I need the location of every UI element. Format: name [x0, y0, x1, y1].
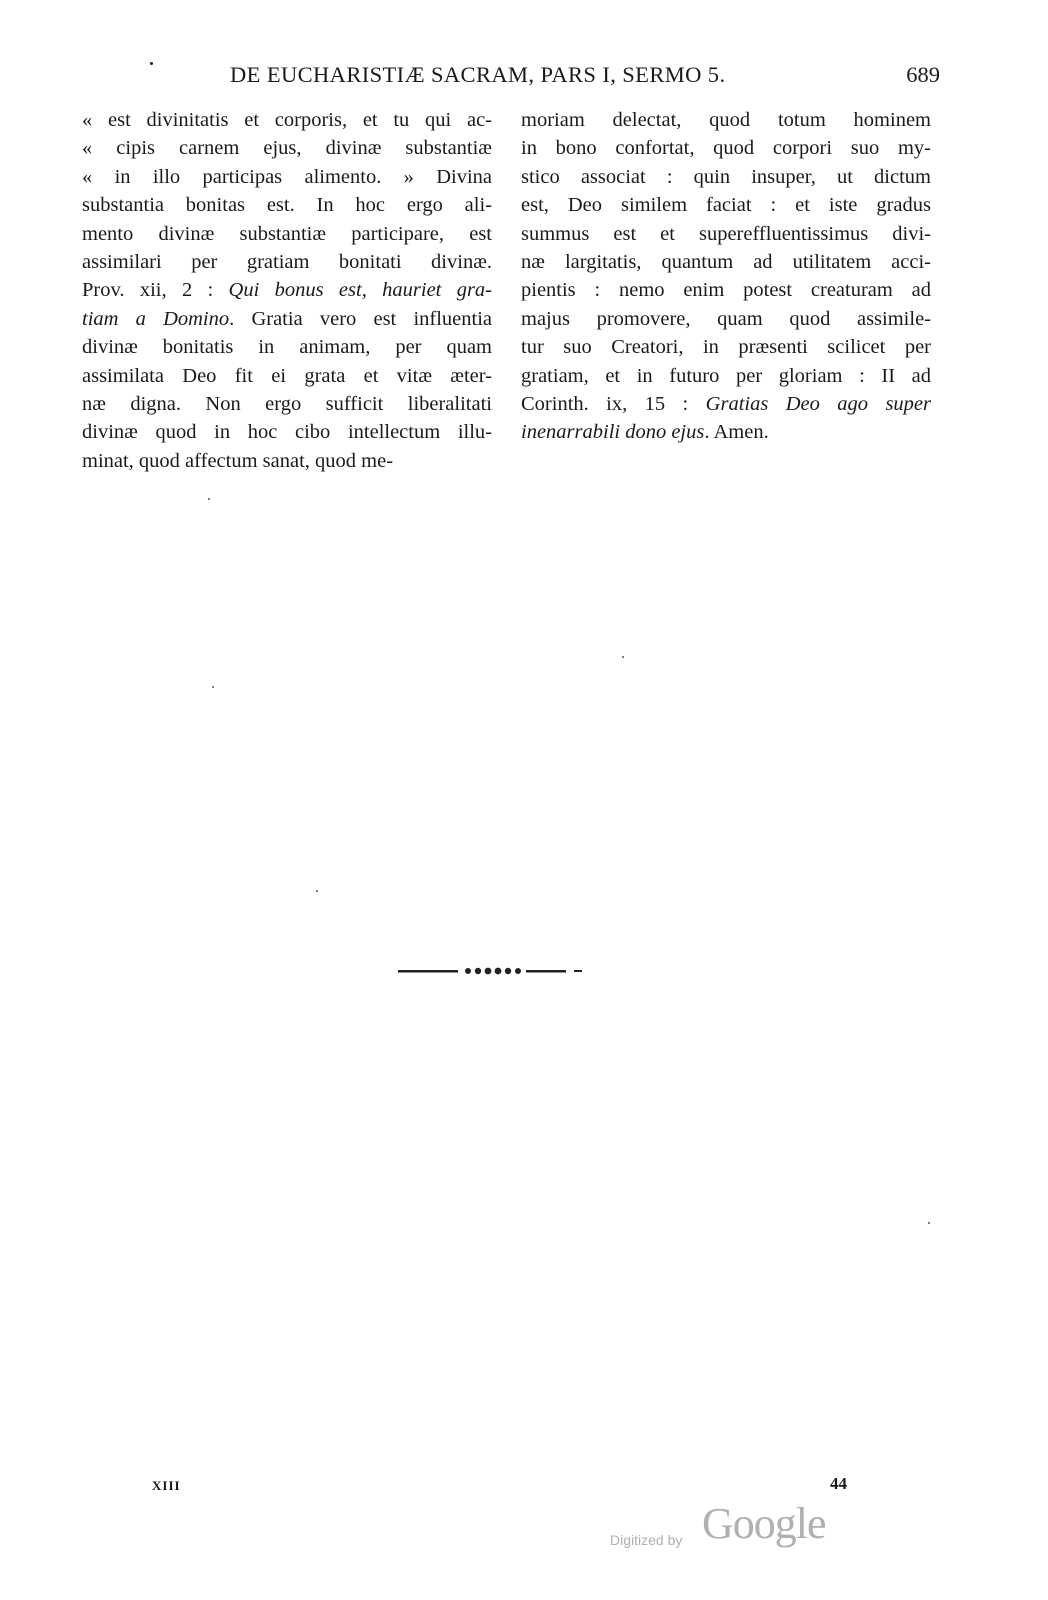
- text-line: [82, 390, 492, 418]
- text-line: [521, 390, 931, 418]
- text-segment: « in illo participas alimento. » Divina: [82, 165, 492, 188]
- text-line: [82, 305, 492, 333]
- text-segment: . Amen.: [704, 421, 769, 444]
- text-segment: stico associat : quin insuper, ut dictum: [521, 165, 931, 188]
- text-segment: majus promovere, quam quod assimile-: [521, 307, 931, 330]
- text-line: [82, 220, 492, 248]
- text-segment: est, Deo similem faciat : et iste gradus: [521, 194, 931, 217]
- text-segment: divinæ bonitatis in animam, per quam: [82, 336, 492, 359]
- text-segment: gratiam, et in futuro per gloriam : II ad: [521, 364, 931, 387]
- google-wordmark: Google: [702, 1499, 826, 1548]
- text-segment: næ largitatis, quantum ad utilitatem acci-: [521, 250, 931, 273]
- text-line: [82, 333, 492, 361]
- text-segment: divinæ quod in hoc cibo intellectum illu-: [82, 421, 492, 444]
- left-text-column: [82, 106, 492, 475]
- text-segment: summus est et supereffluentissimus divi-: [521, 222, 931, 245]
- text-segment: « cipis carnem ejus, divinæ substantiæ: [82, 137, 492, 160]
- print-speck: [928, 1222, 930, 1224]
- page-number: 689: [906, 62, 940, 87]
- text-line: [521, 248, 931, 276]
- text-line: [521, 305, 931, 333]
- italic-text-segment: tiam a Domino: [82, 307, 230, 330]
- text-line: [82, 191, 492, 219]
- print-speck: [622, 656, 624, 658]
- print-speck: [212, 686, 214, 688]
- section-ornament: [398, 964, 584, 978]
- page-header: [150, 56, 940, 96]
- text-line: [521, 163, 931, 191]
- text-segment: substantia bonitas est. In hoc ergo ali-: [82, 194, 492, 217]
- digitized-by-text: Digitized by: [610, 1532, 683, 1548]
- text-line: [521, 362, 931, 390]
- text-segment: in bono confortat, quod corpori suo my-: [521, 137, 931, 160]
- text-line: [82, 418, 492, 446]
- gathering-number: 44: [830, 1474, 847, 1493]
- text-line: [82, 362, 492, 390]
- text-segment: næ digna. Non ergo sufficit liberalitati: [82, 392, 492, 415]
- digitized-watermark: [610, 1498, 850, 1558]
- text-segment: minat, quod affectum sanat, quod me-: [82, 449, 394, 472]
- text-line: [82, 248, 492, 276]
- text-line: [521, 191, 931, 219]
- running-head: DE EUCHARISTIÆ SACRAM, PARS I, SERMO 5.: [230, 62, 726, 87]
- italic-text-segment: inenarrabili dono ejus: [521, 421, 705, 444]
- text-line: [521, 134, 931, 162]
- print-speck: [208, 498, 210, 500]
- text-segment: tur suo Creatori, in præsenti scilicet per: [521, 336, 931, 359]
- header-dot: [150, 62, 153, 65]
- italic-text-segment: Qui bonus est, hauriet gra-: [228, 279, 492, 302]
- right-text-column: [521, 106, 931, 447]
- text-line: [521, 418, 931, 446]
- text-line: [521, 276, 931, 304]
- text-segment: mento divinæ substantiæ participare, est: [82, 222, 492, 245]
- text-segment: « est divinitatis et corporis, et tu qui ac-: [82, 109, 492, 131]
- text-segment: moriam delectat, quod totum hominem: [521, 109, 931, 131]
- text-line: [82, 106, 492, 134]
- text-line: [521, 333, 931, 361]
- text-segment: pientis : nemo enim potest creaturam ad: [521, 279, 931, 302]
- text-segment: . Gratia vero est influentia: [229, 307, 493, 330]
- text-line: [82, 276, 492, 304]
- text-line: [521, 220, 931, 248]
- text-line: [82, 134, 492, 162]
- text-segment: assimilari per gratiam bonitati divinæ.: [82, 250, 492, 273]
- text-segment: Prov. xii, 2 :: [82, 279, 229, 302]
- italic-text-segment: Gratias Deo ago super: [705, 392, 931, 415]
- text-segment: assimilata Deo fit ei grata et vitæ æter-: [82, 364, 492, 387]
- text-line: [82, 447, 492, 475]
- text-line: [521, 106, 931, 134]
- text-line: [82, 163, 492, 191]
- print-speck: [316, 890, 318, 892]
- signature-mark: XIII: [152, 1478, 181, 1493]
- text-segment: Corinth. ix, 15 :: [521, 392, 706, 415]
